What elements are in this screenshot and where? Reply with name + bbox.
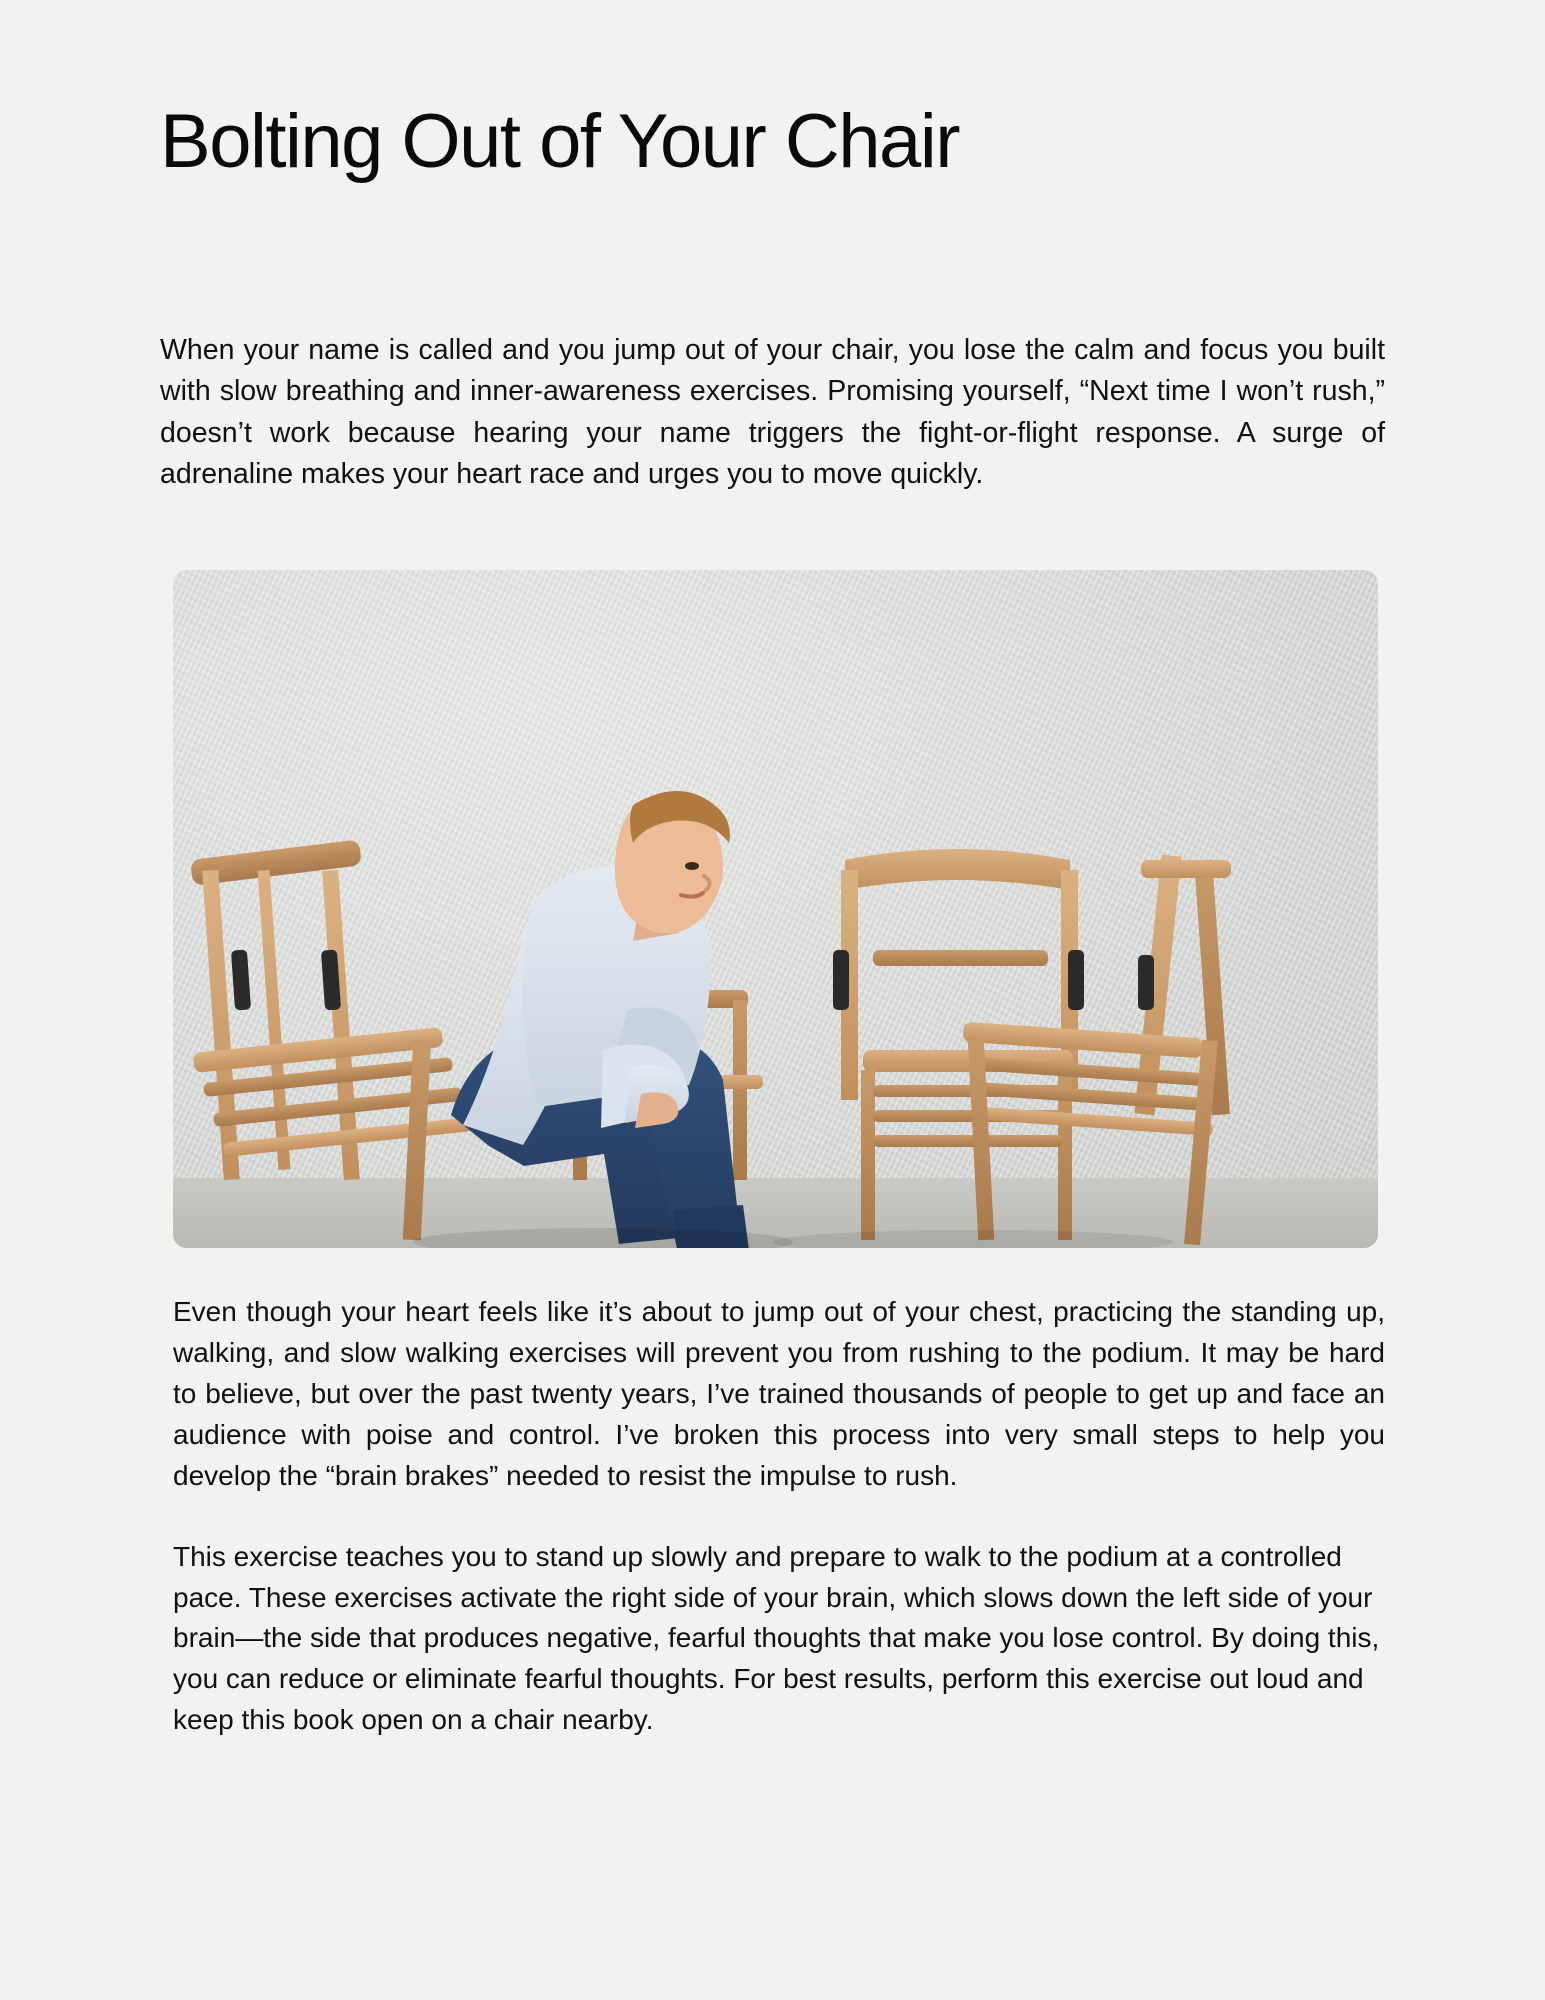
chair-right-folded [963, 855, 1231, 1246]
body-paragraph-2: This exercise teaches you to stand up slowly and prepare to walk to the podium at a controlled pace. These exercises activate the right side of your brain, which slows down the left side of your brain—the side that produces negative, fearful thoughts that make you lose control. By doing this, you can reduce or eliminate fearful thoughts. For best results, perform this exercise out loud and keep this book open on a chair nearby. [173, 1540, 1380, 1736]
page-title: Bolting Out of Your Chair [160, 99, 960, 184]
photo-illustration [173, 570, 1378, 1248]
seated-man-with-folding-chairs-photo [173, 570, 1378, 1248]
intro-paragraph: When your name is called and you jump out of your chair, you lose the calm and focus you built with slow breathing and inner-awareness exercises. Promising yourself, “Next time I won’t rush,” doesn’t work because hearing your name triggers the fight-or-flight response. A surge of adrenaline makes your heart race and urges you to move quickly. [160, 334, 1385, 490]
seated-man [451, 791, 751, 1248]
chair-left [190, 840, 473, 1241]
figure [160, 495, 1385, 1248]
body-paragraph-1: Even though your heart feels like it’s about to jump out of your chest, practicing the standing up, walking, and slow walking exercises will prevent you from rushing to the podium. It may be hard to believe, but over the past twenty years, I’ve trained thousands of people to get up and face an audience with poise and control. I’ve broken this process into very small steps to help you develop the “brain brakes” needed to resist the impulse to rush. [173, 1296, 1385, 1491]
